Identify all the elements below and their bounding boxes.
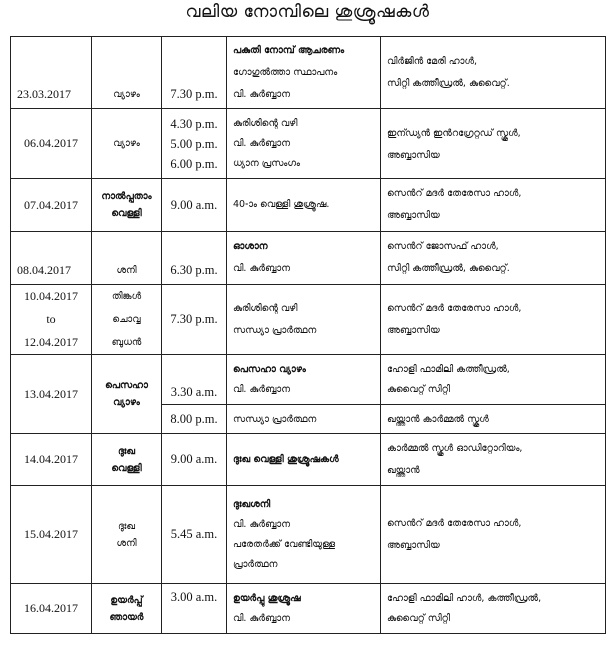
venue-cell: ഖയ്ത്താൻ കാർമ്മൽ സ്കൂൾ: [381, 405, 606, 434]
time-line: 5.00 p.m.: [170, 136, 218, 151]
venue-cell: [381, 232, 606, 285]
event-cell: [227, 285, 381, 355]
venue-cell: [381, 486, 606, 584]
venue-cell: [381, 179, 606, 232]
day-cell: [92, 434, 162, 486]
time-cell: 5.45 a.m.: [162, 486, 227, 584]
date-cell: 13.04.2017: [11, 355, 92, 434]
venue-line: അബ്ബാസിയ: [387, 539, 440, 551]
venue-line: സെൻറ് മദർ തേരേസാ ഹാൾ,: [387, 517, 522, 529]
day-line: ചൊവ്വ: [112, 314, 141, 325]
day-cell: വ്യാഴം: [92, 109, 162, 179]
date-cell: 16.04.2017: [11, 584, 92, 634]
schedule-table: [10, 36, 606, 634]
event-cell: [227, 232, 381, 285]
event-line: ഓശാന: [233, 241, 268, 252]
event-line: വി. കുർബ്ബാന: [233, 137, 291, 149]
date-line: to: [46, 312, 56, 326]
event-cell: [227, 37, 381, 109]
venue-line: സെൻറ് മദർ തേരേസാ ഹാൾ,: [387, 302, 522, 314]
event-cell: [227, 355, 381, 405]
table-row: [11, 285, 606, 355]
date-cell: 15.04.2017: [11, 486, 92, 584]
date-line: 10.04.2017: [24, 289, 78, 303]
venue-line: അബ്ബാസിയ: [387, 324, 440, 336]
day-cell: ശനി: [92, 232, 162, 285]
day-cell: വ്യാഴം: [92, 37, 162, 109]
day-line: നാൽപ്പതാം: [101, 191, 152, 202]
venue-line: അബ്ബാസിയ: [387, 210, 440, 221]
table-row: [11, 109, 606, 179]
event-line: വി. കുർബ്ബാന: [233, 612, 291, 624]
event-line: ധ്യാന പ്രസംഗം: [233, 157, 301, 169]
day-line: പെസഹാ: [105, 380, 148, 391]
event-cell: [227, 179, 381, 232]
event-line: വി. കുർബ്ബാന: [233, 518, 291, 530]
time-cell: 6.30 p.m.: [162, 232, 227, 285]
venue-line: ഇന്ഡ്യൻ ഇൻറഗ്രേറ്റഡ് സ്കൂൾ,: [387, 128, 521, 139]
venue-line: കുവൈറ്റ് സിറ്റി: [387, 612, 451, 624]
event-line: പകുതി നോമ്പ് ആചരണം: [233, 44, 345, 56]
venue-line: സിറ്റി കത്തീഡ്രൽ, കുവൈറ്റ്.: [387, 77, 510, 89]
date-cell: 07.04.2017: [11, 179, 92, 232]
page-title: വലിയ നോമ്പിലെ ശുശ്രൂഷകൾ: [185, 2, 430, 22]
event-line: ഉയർപ്പു ശുശ്രൂഷ: [233, 592, 301, 604]
venue-line: കുവൈറ്റ് സിറ്റി: [387, 383, 451, 395]
day-cell: [92, 179, 162, 232]
venue-cell: [381, 285, 606, 355]
time-cell: 7.30 p.m.: [162, 285, 227, 355]
day-line: ശനി: [116, 537, 137, 549]
day-cell: [92, 486, 162, 584]
venue-line: സെൻറ് ജോസഫ് ഹാൾ,: [387, 241, 499, 252]
day-cell: [92, 285, 162, 355]
event-line: വി. കുർബ്ബാന: [233, 88, 291, 100]
day-cell: [92, 584, 162, 634]
date-cell: 14.04.2017: [11, 434, 92, 486]
venue-line: സിറ്റി കത്തീഡ്രൽ, കുവൈറ്റ്.: [387, 263, 510, 274]
table-row: [11, 232, 606, 285]
day-line: വെള്ളി: [111, 462, 142, 474]
date-cell: 23.03.2017: [11, 37, 92, 109]
event-line: വി. കുർബ്ബാന: [233, 263, 291, 274]
event-line: പരേതർക്ക് വേണ്ടിയുള്ള: [233, 538, 336, 550]
event-line: സന്ധ്യാ പ്രാർത്ഥന: [233, 324, 317, 336]
event-line: പെസഹാ വ്യാഴം: [233, 363, 306, 375]
day-line: വെള്ളി: [111, 208, 142, 219]
time-cell: 8.00 p.m.: [162, 405, 227, 434]
event-line: ദുഃഖശനി: [233, 498, 271, 510]
venue-line: കാർമ്മൽ സ്കൂൾ ഓഡിറ്റോറിയം,: [387, 442, 523, 454]
time-cell: 9.00 a.m.: [162, 434, 227, 486]
venue-cell: [381, 37, 606, 109]
event-line: കുരിശിന്റെ വഴി: [233, 117, 298, 129]
time-line: 6.00 p.m.: [170, 156, 218, 171]
day-line: ഞായർ: [109, 611, 144, 623]
date-cell: [11, 285, 92, 355]
venue-line: ഹോളി ഫാമിലി ഹാൾ, കത്തീഡ്രൽ,: [387, 592, 542, 604]
event-cell: സന്ധ്യാ പ്രാർത്ഥന: [227, 405, 381, 434]
venue-line: അബ്ബാസിയ: [387, 150, 440, 161]
day-line: തിങ്കൾ: [111, 291, 142, 302]
day-line: ഉയർപ്പ്: [110, 594, 143, 606]
venue-line: സെൻറ് മദർ തേരേസാ ഹാൾ,: [387, 188, 522, 199]
event-line: വി. കുർബ്ബാന: [233, 383, 291, 395]
time-cell: 3.00 a.m.: [162, 584, 227, 634]
event-line: ഗോഗുൽത്താ സ്ഥാപനം: [233, 66, 338, 78]
event-line: 40-ാം വെള്ളി ശുശ്രൂഷ.: [233, 199, 330, 210]
event-cell: [227, 584, 381, 634]
date-line: 12.04.2017: [24, 335, 78, 349]
time-line: 4.30 p.m.: [170, 116, 218, 131]
venue-line: ഖയ്ത്താൻ: [387, 464, 420, 476]
day-line: ബുധൻ: [111, 337, 142, 348]
event-cell: [227, 486, 381, 584]
time-cell: 7.30 p.m.: [162, 37, 227, 109]
venue-cell: [381, 584, 606, 634]
venue-line: വിർജിൻ മേരി ഹാൾ,: [387, 55, 477, 67]
date-cell: 08.04.2017: [11, 232, 92, 285]
event-line: കുരിശിന്റെ വഴി: [233, 302, 298, 314]
venue-cell: [381, 434, 606, 486]
date-cell: 06.04.2017: [11, 109, 92, 179]
time-cell: 9.00 a.m.: [162, 179, 227, 232]
venue-line: ഹോളി ഫാമിലി കത്തീഡ്രൽ,: [387, 363, 510, 375]
day-cell: [92, 355, 162, 434]
table-row: [11, 37, 606, 109]
time-cell: 3.30 a.m.: [162, 355, 227, 405]
event-cell: ദുഃഖ വെള്ളി ശുശ്രൂഷകൾ: [227, 434, 381, 486]
table-row: [11, 179, 606, 232]
day-line: വ്യാഴം: [113, 397, 140, 408]
day-line: ദുഃഖ: [117, 445, 136, 457]
event-cell: [227, 109, 381, 179]
time-cell: [162, 109, 227, 179]
venue-cell: [381, 355, 606, 405]
table-row: [11, 355, 606, 405]
table-row: [11, 434, 606, 486]
table-row: [11, 486, 606, 584]
day-line: ദുഃഖ: [117, 520, 136, 532]
event-line: പ്രാർത്ഥന: [233, 558, 278, 570]
table-row: [11, 584, 606, 634]
venue-cell: [381, 109, 606, 179]
